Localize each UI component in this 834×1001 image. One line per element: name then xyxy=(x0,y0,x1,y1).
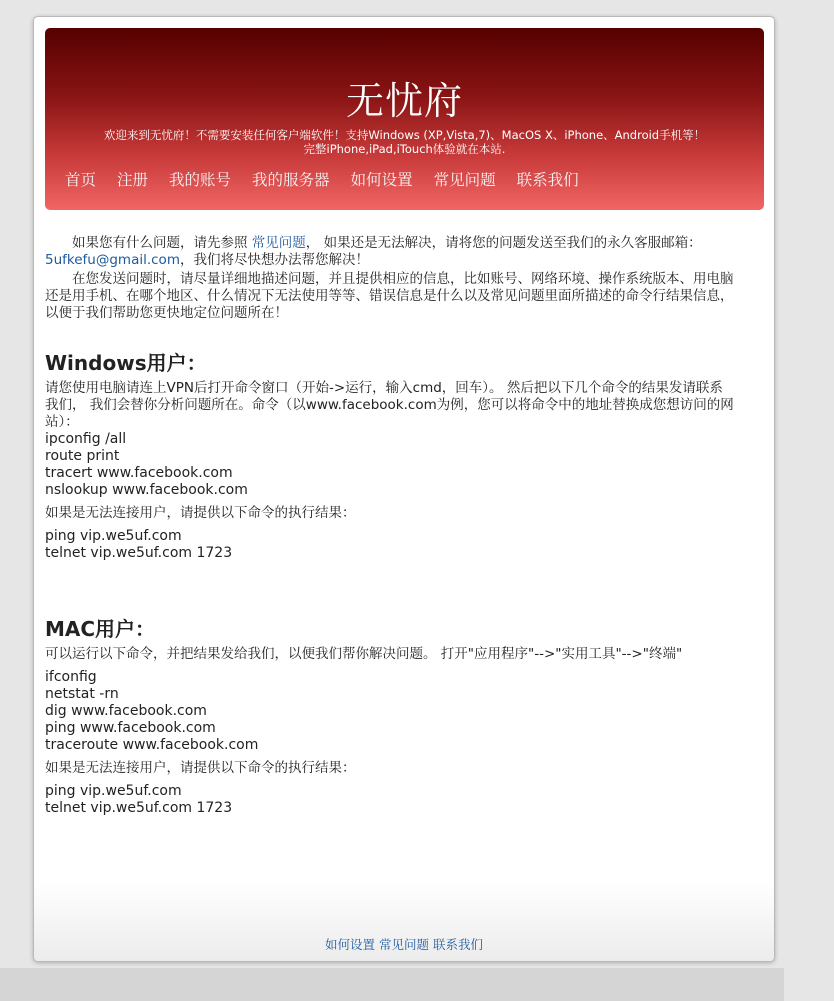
windows-command: route print xyxy=(45,448,120,464)
intro-text-after: ， 如果还是无法解决，请将您的问题发送至我们的永久客服邮箱： xyxy=(305,235,702,251)
mac-description: 可以运行以下命令，并把结果发给我们，以便我们帮你解决问题。 打开"应用程序"-->"实用工具"-->"终端" xyxy=(45,646,683,662)
nav-register[interactable]: 注册 xyxy=(117,171,149,189)
mac-command: ping www.facebook.com xyxy=(45,720,216,736)
windows-unable-command: telnet vip.we5uf.com 1723 xyxy=(45,545,233,561)
site-tagline xyxy=(65,128,744,156)
windows-command: nslookup www.facebook.com xyxy=(45,482,248,498)
nav-home[interactable]: 首页 xyxy=(65,171,97,189)
intro-paragraph-1 xyxy=(45,235,735,269)
faq-link[interactable]: 常见问题 xyxy=(251,235,306,251)
windows-commands xyxy=(45,431,735,499)
tagline-line-2: 完整iPhone,iPad,iTouch体验就在本站. xyxy=(303,142,506,156)
page-container xyxy=(33,16,775,962)
nav-my-servers[interactable]: 我的服务器 xyxy=(252,171,330,189)
intro-text-before: 如果您有什么问题，请先参照 xyxy=(72,235,252,251)
windows-command: ipconfig /all xyxy=(45,431,127,447)
mac-command: netstat -rn xyxy=(45,686,119,702)
page-bottom-strip xyxy=(0,968,784,1001)
windows-unable-commands xyxy=(45,528,735,562)
windows-unable-command: ping vip.we5uf.com xyxy=(45,528,182,544)
mac-command: ifconfig xyxy=(45,669,97,685)
intro-text-end: ，我们将尽快想办法帮您解决！ xyxy=(179,252,369,268)
windows-command: tracert www.facebook.com xyxy=(45,465,233,481)
mac-unable-text: 如果是无法连接用户，请提供以下命令的执行结果： xyxy=(45,760,356,776)
mac-unable-command: ping vip.we5uf.com xyxy=(45,783,182,799)
main-content xyxy=(45,235,735,817)
windows-heading: Windows用户： xyxy=(45,351,207,375)
support-email-link[interactable]: 5ufkefu@gmail.com xyxy=(45,252,180,268)
nav-contact[interactable]: 联系我们 xyxy=(516,171,579,189)
footer-link-how-to-setup[interactable]: 如何设置 xyxy=(324,937,375,952)
mac-command: traceroute www.facebook.com xyxy=(45,737,259,753)
mac-commands xyxy=(45,669,735,754)
mac-command: dig www.facebook.com xyxy=(45,703,207,719)
windows-description: 请您使用电脑请连上VPN后打开命令窗口（开始->运行，输入cmd，回车）。 然后把以下几个命令的结果发请联系我们， 我们会替你分析问题所在。命令（以www.facebook.com为例，您可以将命令中的地址替换成您想访问的网站）： xyxy=(45,380,734,430)
footer-link-contact[interactable]: 联系我们 xyxy=(432,937,483,952)
intro-paragraph-2: 在您发送问题时，请尽量详细地描述问题，并且提供相应的信息，比如账号、网络环境、操作系统版本、用电脑还是用手机、在哪个地区、什么情况下无法使用等等、错误信息是什么以及常见问题里面所描述的命令行结果信息，以便于我们帮助您更快地定位问题所在！ xyxy=(45,271,734,321)
nav-how-to-setup[interactable]: 如何设置 xyxy=(350,171,413,189)
site-header xyxy=(45,28,764,210)
tagline-line-1: 欢迎来到无忧府！不需要安装任何客户端软件！支持Windows (XP,Vista,7)、MacOS X、iPhone、Android手机等！ xyxy=(103,128,706,142)
nav-faq[interactable]: 常见问题 xyxy=(433,171,496,189)
main-nav xyxy=(65,168,600,192)
nav-my-account[interactable]: 我的账号 xyxy=(169,171,232,189)
site-footer xyxy=(34,937,774,953)
mac-unable-command: telnet vip.we5uf.com 1723 xyxy=(45,800,233,816)
mac-heading: MAC用户： xyxy=(45,617,156,641)
mac-unable-commands xyxy=(45,783,735,817)
site-title: 无忧府 xyxy=(345,79,463,123)
footer-link-faq[interactable]: 常见问题 xyxy=(378,937,429,952)
windows-unable-text: 如果是无法连接用户，请提供以下命令的执行结果： xyxy=(45,505,356,521)
